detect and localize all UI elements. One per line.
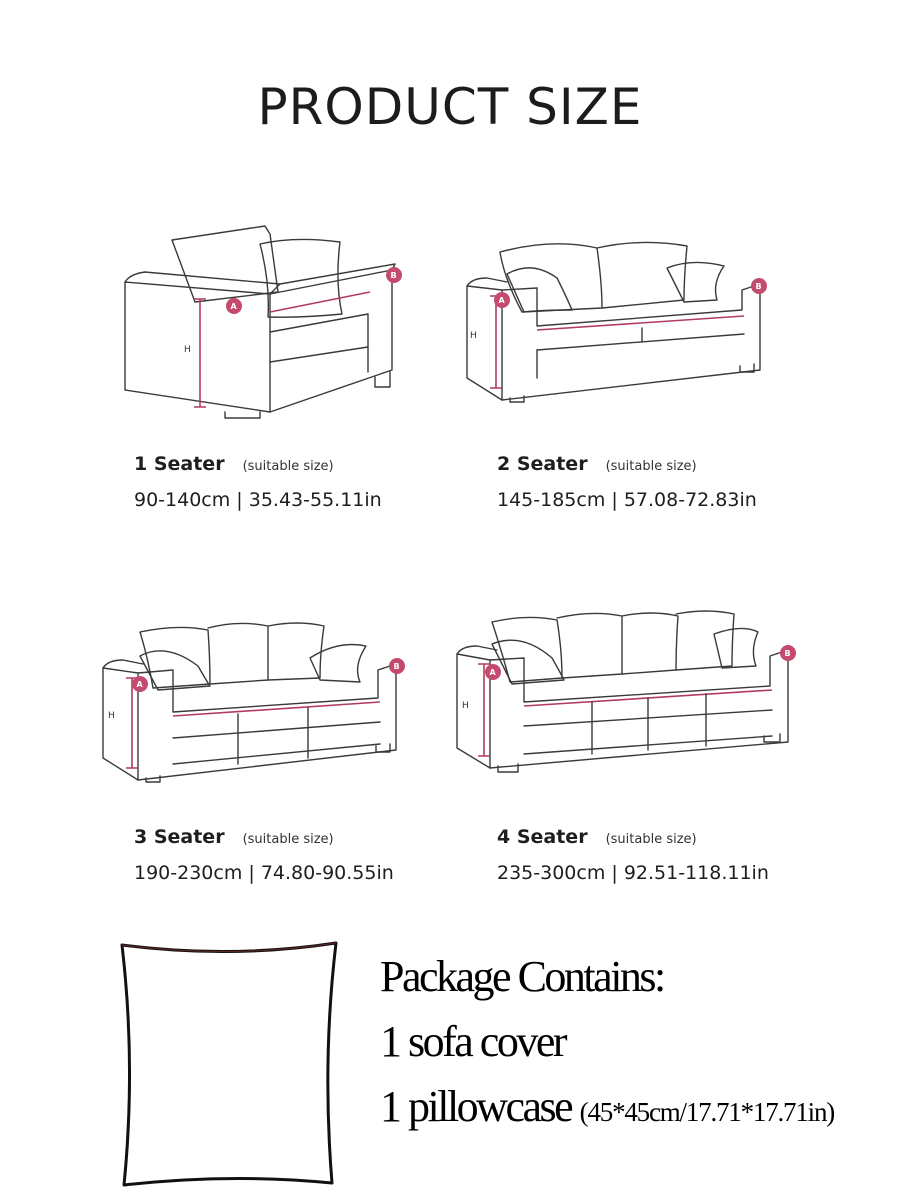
marker-b-label: B (755, 282, 762, 291)
marker-b-label: B (784, 649, 791, 658)
suitable-size-note: (suitable size) (605, 832, 697, 847)
seater-3-info (134, 826, 394, 884)
seater-2-info (497, 453, 757, 511)
page-title: PRODUCT SIZE (257, 78, 643, 136)
pillowcase-dimensions: (45*45cm/17.71*17.71in) (579, 1097, 835, 1127)
suitable-size-note: (suitable size) (605, 459, 697, 474)
height-label: H (108, 711, 115, 721)
sofa-2-seater-illustration (462, 238, 772, 408)
sofa-3-seater-illustration (98, 618, 408, 788)
seater-1-info (134, 453, 382, 511)
seater-name: 4 Seater (497, 826, 588, 848)
package-contents (380, 952, 835, 1150)
seater-size: 190-230cm | 74.80-90.55in (134, 862, 394, 884)
suitable-size-note: (suitable size) (242, 459, 334, 474)
seater-size: 145-185cm | 57.08-72.83in (497, 489, 757, 511)
seater-size: 90-140cm | 35.43-55.11in (134, 489, 382, 511)
height-label: H (470, 331, 477, 341)
marker-b-label: B (390, 271, 397, 280)
sofa-4-seater-illustration (452, 602, 798, 778)
sofa-1-seater-illustration (120, 222, 410, 427)
marker-a-label: A (230, 302, 237, 311)
seater-name: 3 Seater (134, 826, 225, 848)
seater-name: 1 Seater (134, 453, 225, 475)
marker-a-label: A (489, 668, 496, 677)
marker-a-label: A (136, 680, 143, 689)
height-label: H (462, 701, 469, 711)
height-label: H (184, 345, 191, 355)
marker-b-label: B (393, 662, 400, 671)
package-item-pillowcase (380, 1082, 835, 1131)
package-heading: Package Contains: (380, 952, 664, 1001)
pillowcase-illustration (112, 935, 344, 1197)
seater-4-info (497, 826, 769, 884)
marker-a-label: A (498, 296, 505, 305)
package-item-sofa-cover: 1 sofa cover (380, 1017, 566, 1066)
seater-size: 235-300cm | 92.51-118.11in (497, 862, 769, 884)
pillowcase-label: 1 pillowcase (380, 1082, 572, 1131)
suitable-size-note: (suitable size) (242, 832, 334, 847)
seater-name: 2 Seater (497, 453, 588, 475)
